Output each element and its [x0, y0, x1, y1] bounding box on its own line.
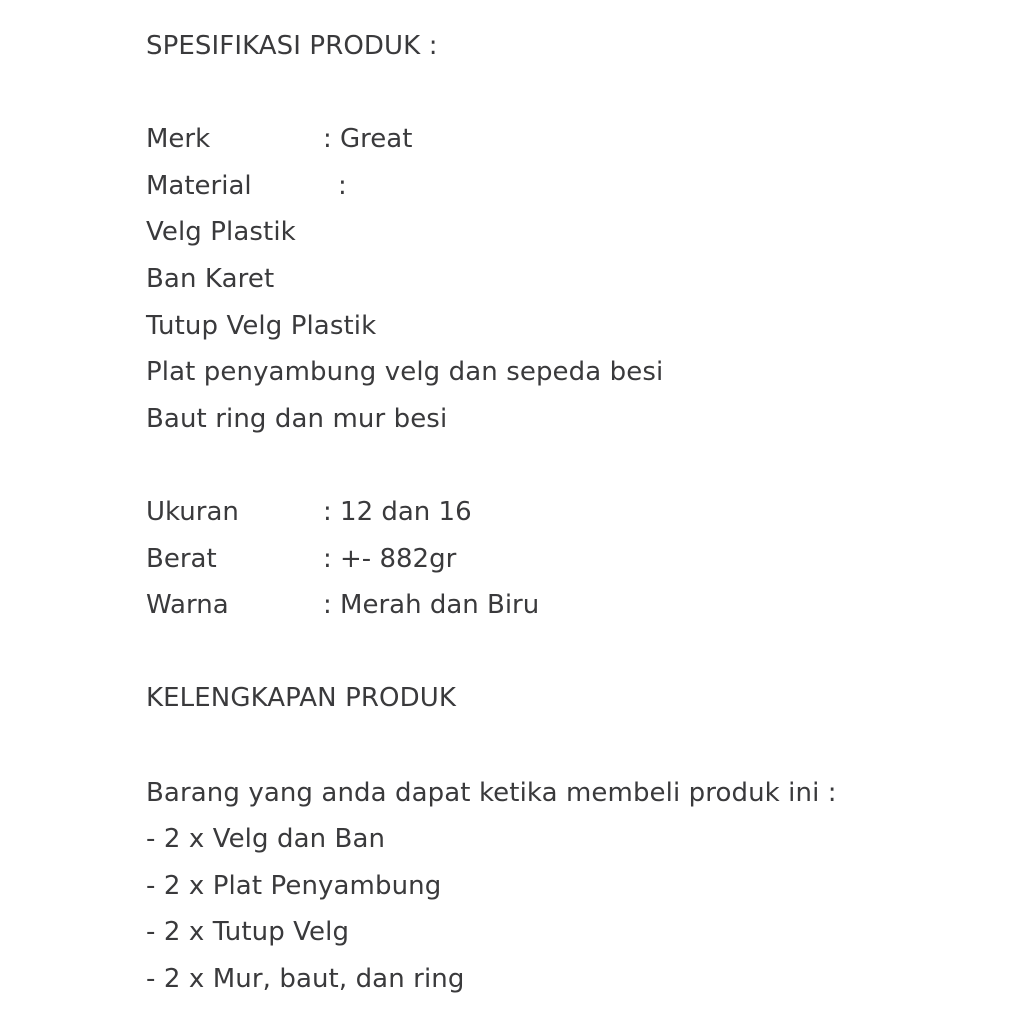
material-label: Material — [146, 171, 252, 201]
berat-value: : +- 882gr — [323, 544, 457, 574]
merk-label: Merk — [146, 124, 211, 154]
berat-label: Berat — [146, 544, 217, 574]
package-heading: KELENGKAPAN PRODUK — [146, 683, 456, 713]
warna-label: Warna — [146, 590, 229, 620]
package-intro: Barang yang anda dapat ketika membeli produk ini : — [146, 778, 837, 808]
package-item: - 2 x Velg dan Ban — [146, 824, 386, 854]
ukuran-label: Ukuran — [146, 497, 239, 527]
material-item: Tutup Velg Plastik — [146, 311, 377, 341]
material-item: Baut ring dan mur besi — [146, 404, 448, 434]
package-item: - 2 x Tutup Velg — [146, 917, 350, 947]
material-value: : — [338, 171, 347, 201]
ukuran-value: : 12 dan 16 — [323, 497, 472, 527]
spec-heading: SPESIFIKASI PRODUK : — [146, 31, 438, 61]
material-item: Ban Karet — [146, 264, 275, 294]
merk-value: : Great — [323, 124, 413, 154]
material-item: Plat penyambung velg dan sepeda besi — [146, 357, 664, 387]
warna-value: : Merah dan Biru — [323, 590, 540, 620]
material-item: Velg Plastik — [146, 217, 296, 247]
package-item: - 2 x Plat Penyambung — [146, 871, 442, 901]
package-item: - 2 x Mur, baut, dan ring — [146, 964, 465, 994]
